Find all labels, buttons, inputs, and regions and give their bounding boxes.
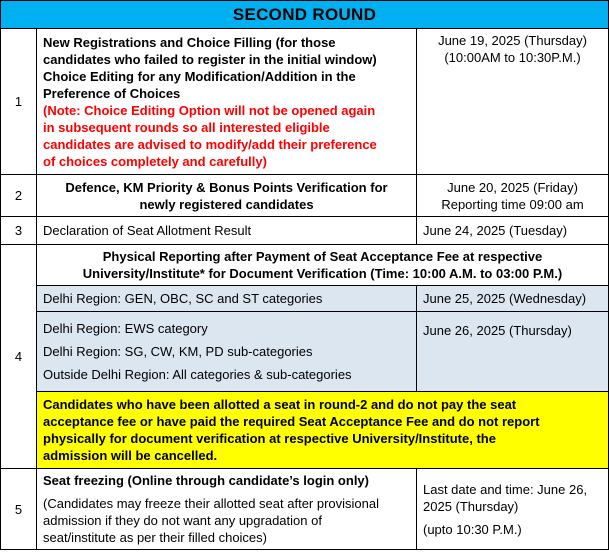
table-row (1, 29, 609, 175)
description-line: newly registered candidates (139, 196, 314, 212)
date-line: (upto 10:30 P.M.) (423, 521, 522, 537)
row-number: 5 (1, 469, 37, 550)
row-date (417, 29, 609, 175)
date-line: 2025 (Thursday) (423, 498, 519, 514)
warning-line: physically for document verification at respective University/Institute, the (43, 431, 496, 446)
row-number: 3 (1, 217, 37, 245)
category-item: Delhi Region: SG, CW, KM, PD sub-categories (43, 344, 313, 359)
date-line: Reporting time 09:00 am (441, 196, 584, 212)
row-date: June 25, 2025 (Wednesday) (417, 286, 609, 312)
row-date (417, 469, 609, 550)
note-line: of choices completely and carefully) (43, 153, 267, 169)
table-row (1, 175, 609, 217)
row-description: Delhi Region: GEN, OBC, SC and ST categories (37, 286, 417, 312)
row-description (37, 29, 417, 175)
row-description (37, 312, 417, 392)
row-description: Declaration of Seat Allotment Result (37, 217, 417, 245)
warning-line: acceptance fee or have paid the required Seat Acceptance Fee and do not report (43, 414, 540, 429)
category-item: Delhi Region: EWS category (43, 321, 208, 336)
table-title: SECOND ROUND (1, 1, 609, 29)
table-row (1, 217, 609, 245)
note-line: (Note: Choice Editing Option will not be opened again (43, 102, 376, 118)
note-line: seat/institute as per their filled choices) (43, 530, 267, 545)
date-line: Last date and time: June 26, (423, 481, 588, 497)
table-row (1, 245, 609, 286)
table-header-row (1, 1, 609, 29)
date-line: June 20, 2025 (Friday) (447, 179, 578, 195)
note-line: candidates are advised to modify/add their preference (43, 136, 377, 152)
row-number: 1 (1, 29, 37, 175)
date-line: June 19, 2025 (Thursday) (438, 33, 587, 48)
note-line: in subsequent rounds so all interested eligible (43, 119, 330, 135)
description-line: New Registrations and Choice Filling (for those (43, 34, 336, 50)
row-number: 4 (1, 245, 37, 469)
cancellation-warning (37, 392, 609, 469)
description-title: Seat freezing (Online through candidate’s login only) (43, 473, 369, 488)
warning-line: Candidates who have been allotted a seat in round-2 and do not pay the seat (43, 397, 517, 412)
description-line: candidates who failed to register in the initial window) (43, 51, 377, 67)
row-heading (37, 245, 609, 286)
category-item: Outside Delhi Region: All categories & sub-categories (43, 367, 352, 382)
row-description (37, 469, 417, 550)
description-line: Preference of Choices (43, 85, 181, 101)
note-line: (Candidates may freeze their allotted seat after provisional (43, 496, 380, 511)
warning-line: admission will be cancelled. (43, 448, 218, 463)
table-row (1, 286, 609, 312)
heading-line: Physical Reporting after Payment of Seat Acceptance Fee at respective (102, 249, 543, 264)
row-number: 2 (1, 175, 37, 217)
table-row (1, 469, 609, 550)
row-date: June 26, 2025 (Thursday) (417, 312, 609, 392)
heading-line: University/Institute* for Document Verification (Time: 10:00 A.M. to 03:00 P.M.) (82, 266, 563, 281)
row-date: June 24, 2025 (Tuesday) (417, 217, 609, 245)
table-row (1, 392, 609, 469)
date-line: (10:00AM to 10:30P.M.) (444, 50, 581, 65)
note-line: admission if they do not want any upgradation of (43, 513, 322, 528)
row-date (417, 175, 609, 217)
row-description (37, 175, 417, 217)
description-line: Defence, KM Priority & Bonus Points Verification for (65, 179, 388, 195)
table-row (1, 312, 609, 392)
description-line: Choice Editing for any Modification/Addition in the (43, 68, 356, 84)
